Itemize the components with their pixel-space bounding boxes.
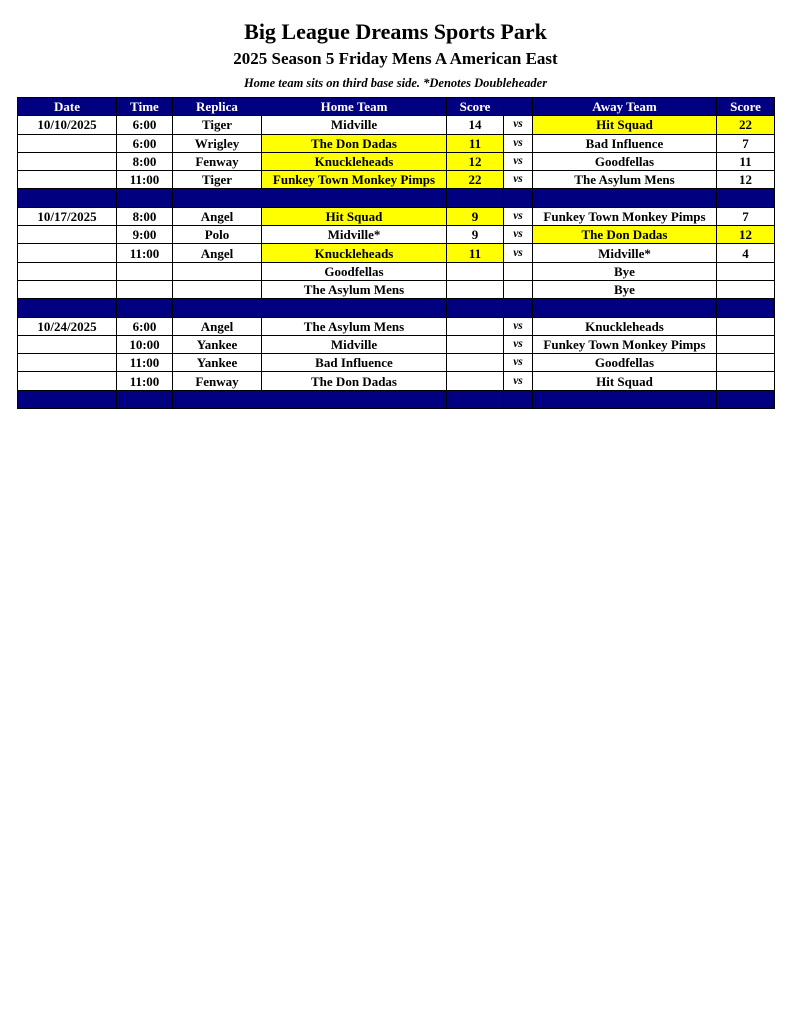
away-team-cell: Hit Squad xyxy=(533,116,717,134)
separator-cell xyxy=(504,390,533,408)
home-team-cell: Knuckleheads xyxy=(262,152,447,170)
vs-cell: vs xyxy=(504,354,533,372)
schedule-body xyxy=(18,116,775,409)
page-subtitle: 2025 Season 5 Friday Mens A American East xyxy=(233,49,558,68)
vs-cell: vs xyxy=(504,207,533,225)
column-header-replica: Replica xyxy=(173,98,262,116)
replica-field-cell: Polo xyxy=(173,226,262,244)
schedule-note: Home team sits on third base side. *Denotes Doubleheader xyxy=(243,76,548,90)
table-row xyxy=(18,152,775,170)
table-row xyxy=(18,354,775,372)
away-team-cell: Knuckleheads xyxy=(533,317,717,335)
away-score-cell: 22 xyxy=(717,116,775,134)
away-score-cell xyxy=(717,372,775,390)
away-team-cell: The Asylum Mens xyxy=(533,171,717,189)
separator-cell xyxy=(533,189,717,207)
separator-cell xyxy=(173,299,262,317)
away-score-cell: 12 xyxy=(717,226,775,244)
home-team-cell: Midville* xyxy=(262,226,447,244)
home-team-cell: Midville xyxy=(262,335,447,353)
home-score-cell xyxy=(447,354,504,372)
home-team-cell: The Don Dadas xyxy=(262,134,447,152)
away-score-cell: 7 xyxy=(717,134,775,152)
column-header-away-team: Away Team xyxy=(533,98,717,116)
replica-field-cell: Tiger xyxy=(173,171,262,189)
game-time-cell: 11:00 xyxy=(117,354,173,372)
game-date-cell: 10/24/2025 xyxy=(18,317,117,335)
home-score-cell: 11 xyxy=(447,134,504,152)
replica-field-cell: Yankee xyxy=(173,354,262,372)
vs-cell: vs xyxy=(504,317,533,335)
replica-field-cell: Yankee xyxy=(173,335,262,353)
separator-cell xyxy=(18,299,117,317)
replica-field-cell: Angel xyxy=(173,317,262,335)
column-header-date: Date xyxy=(18,98,117,116)
vs-cell xyxy=(504,262,533,280)
game-date-cell xyxy=(18,134,117,152)
game-date-cell xyxy=(18,226,117,244)
game-date-cell xyxy=(18,335,117,353)
away-team-cell: Goodfellas xyxy=(533,354,717,372)
away-team-cell: Bye xyxy=(533,262,717,280)
home-score-cell xyxy=(447,280,504,298)
separator-cell xyxy=(117,189,173,207)
separator-cell xyxy=(262,299,447,317)
home-score-cell: 22 xyxy=(447,171,504,189)
vs-cell: vs xyxy=(504,372,533,390)
replica-field-cell: Fenway xyxy=(173,152,262,170)
home-team-cell: Goodfellas xyxy=(262,262,447,280)
game-time-cell: 8:00 xyxy=(117,152,173,170)
game-time-cell: 9:00 xyxy=(117,226,173,244)
separator-cell xyxy=(717,390,775,408)
game-date-cell xyxy=(18,244,117,262)
away-score-cell xyxy=(717,354,775,372)
table-row xyxy=(18,207,775,225)
column-header-home-team: Home Team xyxy=(262,98,447,116)
replica-field-cell: Fenway xyxy=(173,372,262,390)
column-header-vs xyxy=(504,98,533,116)
away-team-cell: Goodfellas xyxy=(533,152,717,170)
away-team-cell: Bye xyxy=(533,280,717,298)
game-time-cell: 6:00 xyxy=(117,134,173,152)
table-row xyxy=(18,372,775,390)
game-date-cell xyxy=(18,262,117,280)
page-title: Big League Dreams Sports Park xyxy=(244,19,547,44)
away-team-cell: Funkey Town Monkey Pimps xyxy=(533,335,717,353)
game-time-cell: 11:00 xyxy=(117,171,173,189)
game-date-cell xyxy=(18,372,117,390)
separator-cell xyxy=(173,390,262,408)
home-score-cell: 14 xyxy=(447,116,504,134)
home-score-cell xyxy=(447,317,504,335)
away-score-cell: 11 xyxy=(717,152,775,170)
game-date-cell xyxy=(18,152,117,170)
home-score-cell: 9 xyxy=(447,226,504,244)
away-score-cell xyxy=(717,335,775,353)
home-score-cell: 12 xyxy=(447,152,504,170)
separator-cell xyxy=(262,189,447,207)
vs-cell: vs xyxy=(504,116,533,134)
week-separator-row xyxy=(18,189,775,207)
away-team-cell: Funkey Town Monkey Pimps xyxy=(533,207,717,225)
replica-field-cell: Angel xyxy=(173,207,262,225)
table-row xyxy=(18,226,775,244)
home-score-cell: 11 xyxy=(447,244,504,262)
separator-cell xyxy=(117,390,173,408)
vs-cell: vs xyxy=(504,335,533,353)
home-score-cell xyxy=(447,262,504,280)
game-time-cell: 6:00 xyxy=(117,116,173,134)
game-date-cell: 10/10/2025 xyxy=(18,116,117,134)
schedule-table xyxy=(17,97,775,409)
replica-field-cell xyxy=(173,262,262,280)
week-separator-row xyxy=(18,299,775,317)
away-score-cell: 7 xyxy=(717,207,775,225)
separator-cell xyxy=(447,299,504,317)
home-team-cell: The Asylum Mens xyxy=(262,280,447,298)
vs-cell xyxy=(504,280,533,298)
game-time-cell: 8:00 xyxy=(117,207,173,225)
home-score-cell xyxy=(447,335,504,353)
table-row xyxy=(18,244,775,262)
away-team-cell: Midville* xyxy=(533,244,717,262)
home-team-cell: The Asylum Mens xyxy=(262,317,447,335)
vs-cell: vs xyxy=(504,134,533,152)
separator-cell xyxy=(173,189,262,207)
separator-cell xyxy=(447,390,504,408)
vs-cell: vs xyxy=(504,244,533,262)
separator-cell xyxy=(504,189,533,207)
away-team-cell: Hit Squad xyxy=(533,372,717,390)
game-date-cell xyxy=(18,171,117,189)
game-time-cell: 10:00 xyxy=(117,335,173,353)
away-score-cell: 12 xyxy=(717,171,775,189)
column-header-away-score: Score xyxy=(717,98,775,116)
away-score-cell xyxy=(717,280,775,298)
replica-field-cell xyxy=(173,280,262,298)
column-header-time: Time xyxy=(117,98,173,116)
home-team-cell: The Don Dadas xyxy=(262,372,447,390)
game-time-cell: 6:00 xyxy=(117,317,173,335)
vs-cell: vs xyxy=(504,152,533,170)
separator-cell xyxy=(262,390,447,408)
table-row xyxy=(18,262,775,280)
vs-cell: vs xyxy=(504,226,533,244)
replica-field-cell: Tiger xyxy=(173,116,262,134)
separator-cell xyxy=(447,189,504,207)
separator-cell xyxy=(117,299,173,317)
home-team-cell: Knuckleheads xyxy=(262,244,447,262)
away-team-cell: Bad Influence xyxy=(533,134,717,152)
home-team-cell: Hit Squad xyxy=(262,207,447,225)
away-score-cell: 4 xyxy=(717,244,775,262)
separator-cell xyxy=(18,189,117,207)
replica-field-cell: Wrigley xyxy=(173,134,262,152)
table-row xyxy=(18,171,775,189)
game-date-cell xyxy=(18,354,117,372)
separator-cell xyxy=(533,299,717,317)
home-team-cell: Bad Influence xyxy=(262,354,447,372)
home-score-cell: 9 xyxy=(447,207,504,225)
home-team-cell: Funkey Town Monkey Pimps xyxy=(262,171,447,189)
separator-cell xyxy=(18,390,117,408)
home-score-cell xyxy=(447,372,504,390)
week-separator-row xyxy=(18,390,775,408)
game-time-cell xyxy=(117,262,173,280)
game-date-cell: 10/17/2025 xyxy=(18,207,117,225)
away-score-cell xyxy=(717,262,775,280)
away-score-cell xyxy=(717,317,775,335)
table-header-row xyxy=(18,98,775,116)
column-header-home-score: Score xyxy=(447,98,504,116)
separator-cell xyxy=(533,390,717,408)
away-team-cell: The Don Dadas xyxy=(533,226,717,244)
table-row xyxy=(18,335,775,353)
separator-cell xyxy=(717,189,775,207)
table-row xyxy=(18,116,775,134)
separator-cell xyxy=(504,299,533,317)
separator-cell xyxy=(717,299,775,317)
game-time-cell: 11:00 xyxy=(117,244,173,262)
game-date-cell xyxy=(18,280,117,298)
vs-cell: vs xyxy=(504,171,533,189)
game-time-cell: 11:00 xyxy=(117,372,173,390)
table-row xyxy=(18,280,775,298)
game-time-cell xyxy=(117,280,173,298)
home-team-cell: Midville xyxy=(262,116,447,134)
table-row xyxy=(18,317,775,335)
replica-field-cell: Angel xyxy=(173,244,262,262)
table-row xyxy=(18,134,775,152)
